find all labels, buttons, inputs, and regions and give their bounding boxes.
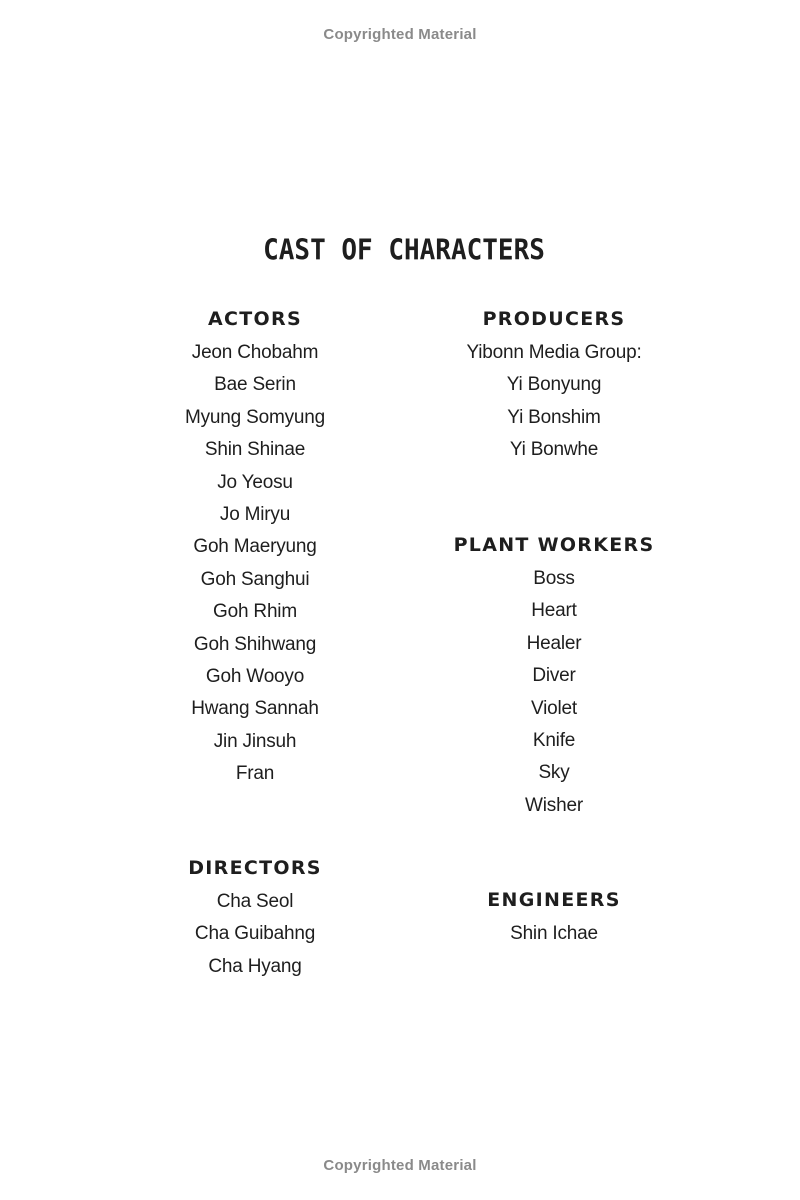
- copyright-footer: Copyrighted Material: [323, 1157, 477, 1174]
- list-item: Jo Miryu: [219, 503, 291, 525]
- list-item: Bae Serin: [214, 374, 296, 396]
- list-item: Diver: [532, 665, 576, 687]
- list-item: Goh Maeryung: [193, 536, 317, 558]
- list-item: Goh Rhim: [213, 601, 297, 623]
- producers-list: [424, 337, 684, 467]
- actors-section: [125, 304, 385, 790]
- list-item: Healer: [526, 632, 582, 654]
- list-item: Boss: [533, 568, 575, 589]
- list-item: Cha Hyang: [208, 955, 302, 977]
- list-item: Wisher: [525, 794, 583, 816]
- list-item: Hwang Sannah: [191, 698, 319, 720]
- page-title: CAST OF CHARACTERS: [263, 234, 545, 268]
- plant-workers-list: [424, 563, 684, 822]
- list-item: Yi Bonyung: [506, 374, 602, 396]
- list-item: Goh Sanghui: [200, 568, 310, 590]
- actors-heading: ACTORS: [208, 308, 302, 330]
- copyright-header: Copyrighted Material: [323, 26, 477, 43]
- list-item: Shin Ichae: [510, 923, 598, 944]
- list-item: Sky: [538, 762, 570, 784]
- plant-workers-section: [424, 530, 684, 822]
- directors-section: [125, 853, 385, 983]
- list-item: Heart: [531, 600, 577, 622]
- engineers-heading: ENGINEERS: [487, 889, 621, 911]
- engineers-list: [424, 918, 684, 950]
- list-item: Yibonn Media Group:: [466, 342, 642, 363]
- producers-section: [424, 304, 684, 467]
- list-item: Goh Wooyo: [205, 665, 305, 687]
- list-item: Shin Shinae: [204, 439, 306, 461]
- directors-list: [125, 886, 385, 983]
- actors-list: [125, 337, 385, 790]
- plant-workers-heading: PLANT WORKERS: [453, 534, 655, 556]
- list-item: Knife: [532, 729, 576, 751]
- list-item: Violet: [531, 697, 577, 719]
- list-item: Jo Yeosu: [217, 471, 293, 493]
- list-item: Jeon Chobahm: [191, 342, 319, 363]
- producers-heading: PRODUCERS: [482, 308, 626, 330]
- list-item: Yi Bonshim: [507, 406, 601, 428]
- list-item: Yi Bonwhe: [509, 439, 599, 461]
- list-item: Myung Somyung: [185, 406, 325, 428]
- list-item: Jin Jinsuh: [213, 730, 297, 752]
- engineers-section: [424, 885, 684, 950]
- list-item: Cha Seol: [216, 891, 294, 912]
- list-item: Fran: [235, 763, 275, 785]
- list-item: Cha Guibahng: [194, 923, 316, 945]
- list-item: Goh Shihwang: [193, 633, 317, 655]
- directors-heading: DIRECTORS: [188, 857, 322, 879]
